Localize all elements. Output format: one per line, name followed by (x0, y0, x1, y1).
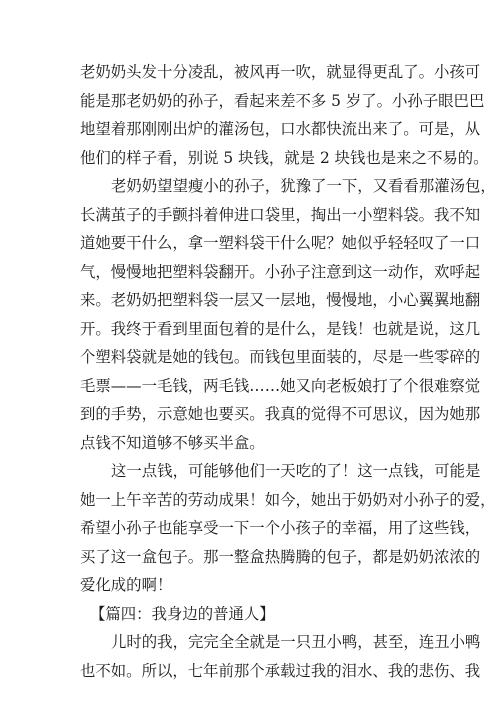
text-line: 道她要干什么，拿一塑料袋干什么呢？她似乎轻轻叹了一口 (80, 234, 481, 252)
text-line: 儿时的我，完完全全就是一只丑小鸭，甚至，连丑小鸭 (111, 633, 481, 651)
text-line: 到的手势，示意她也要买。我真的觉得不可思议，因为她那 (80, 405, 481, 423)
paragraph (80, 172, 496, 457)
text-line: 希望小孙子也能享受一下一个小孩子的幸福，用了这些钱， (80, 519, 481, 537)
text-line: 买了这一盒包子。那一整盒热腾腾的包子，都是奶奶浓浓的 (80, 547, 481, 566)
text-line: 来。老奶奶把塑料袋一层又一层地，慢慢地，小心翼翼地翻 (80, 291, 481, 309)
paragraph (80, 457, 496, 600)
text-line: 气，慢慢地把塑料袋翻开。小孙子注意到这一动作，欢呼起 (80, 262, 481, 281)
paragraph (80, 58, 489, 172)
paragraph (80, 628, 481, 685)
text-line: 他们的样子看，别说 5 块钱，就是 2 块钱也是来之不易的。 (80, 148, 489, 167)
document-body (80, 58, 496, 685)
text-line: 她一上午辛苦的劳动成果！如今，她出于奶奶对小孙子的爱， (80, 490, 496, 509)
text-line: 长满茧子的手颤抖着伸进口袋里，掏出一小塑料袋。我不知 (80, 205, 481, 224)
text-line: 老奶奶望望瘦小的孙子，犹豫了一下，又看看那灌汤包， (111, 177, 496, 195)
heading-text: 【篇四：我身边的普通人】 (90, 604, 275, 623)
text-line: 这一点钱，可能够他们一天吃的了！这一点钱，可能是 (111, 462, 481, 480)
text-line: 个塑料袋就是她的钱包。而钱包里面装的，尽是一些零碎的 (80, 348, 481, 366)
text-line: 能是那老奶奶的孙子，看起来差不多 5 岁了。小孙子眼巴巴 (80, 91, 485, 110)
text-line: 爱化成的啊！ (80, 576, 173, 594)
text-line: 毛票——一毛钱，两毛钱……她又向老板娘打了个很难察觉 (80, 376, 481, 395)
text-line: 点钱不知道够不够买半盒。 (80, 433, 265, 452)
text-line: 也不如。所以，七年前那个承载过我的泪水、我的悲伤、我 (80, 661, 481, 680)
section-heading (80, 600, 425, 629)
text-line: 地望着那刚刚出炉的灌汤包，口水都快流出来了。可是，从 (80, 120, 481, 138)
text-line: 开。我终于看到里面包着的是什么，是钱！也就是说，这几 (80, 319, 481, 338)
text-line: 老奶奶头发十分凌乱，被风再一吹，就显得更乱了。小孩可 (80, 63, 481, 81)
